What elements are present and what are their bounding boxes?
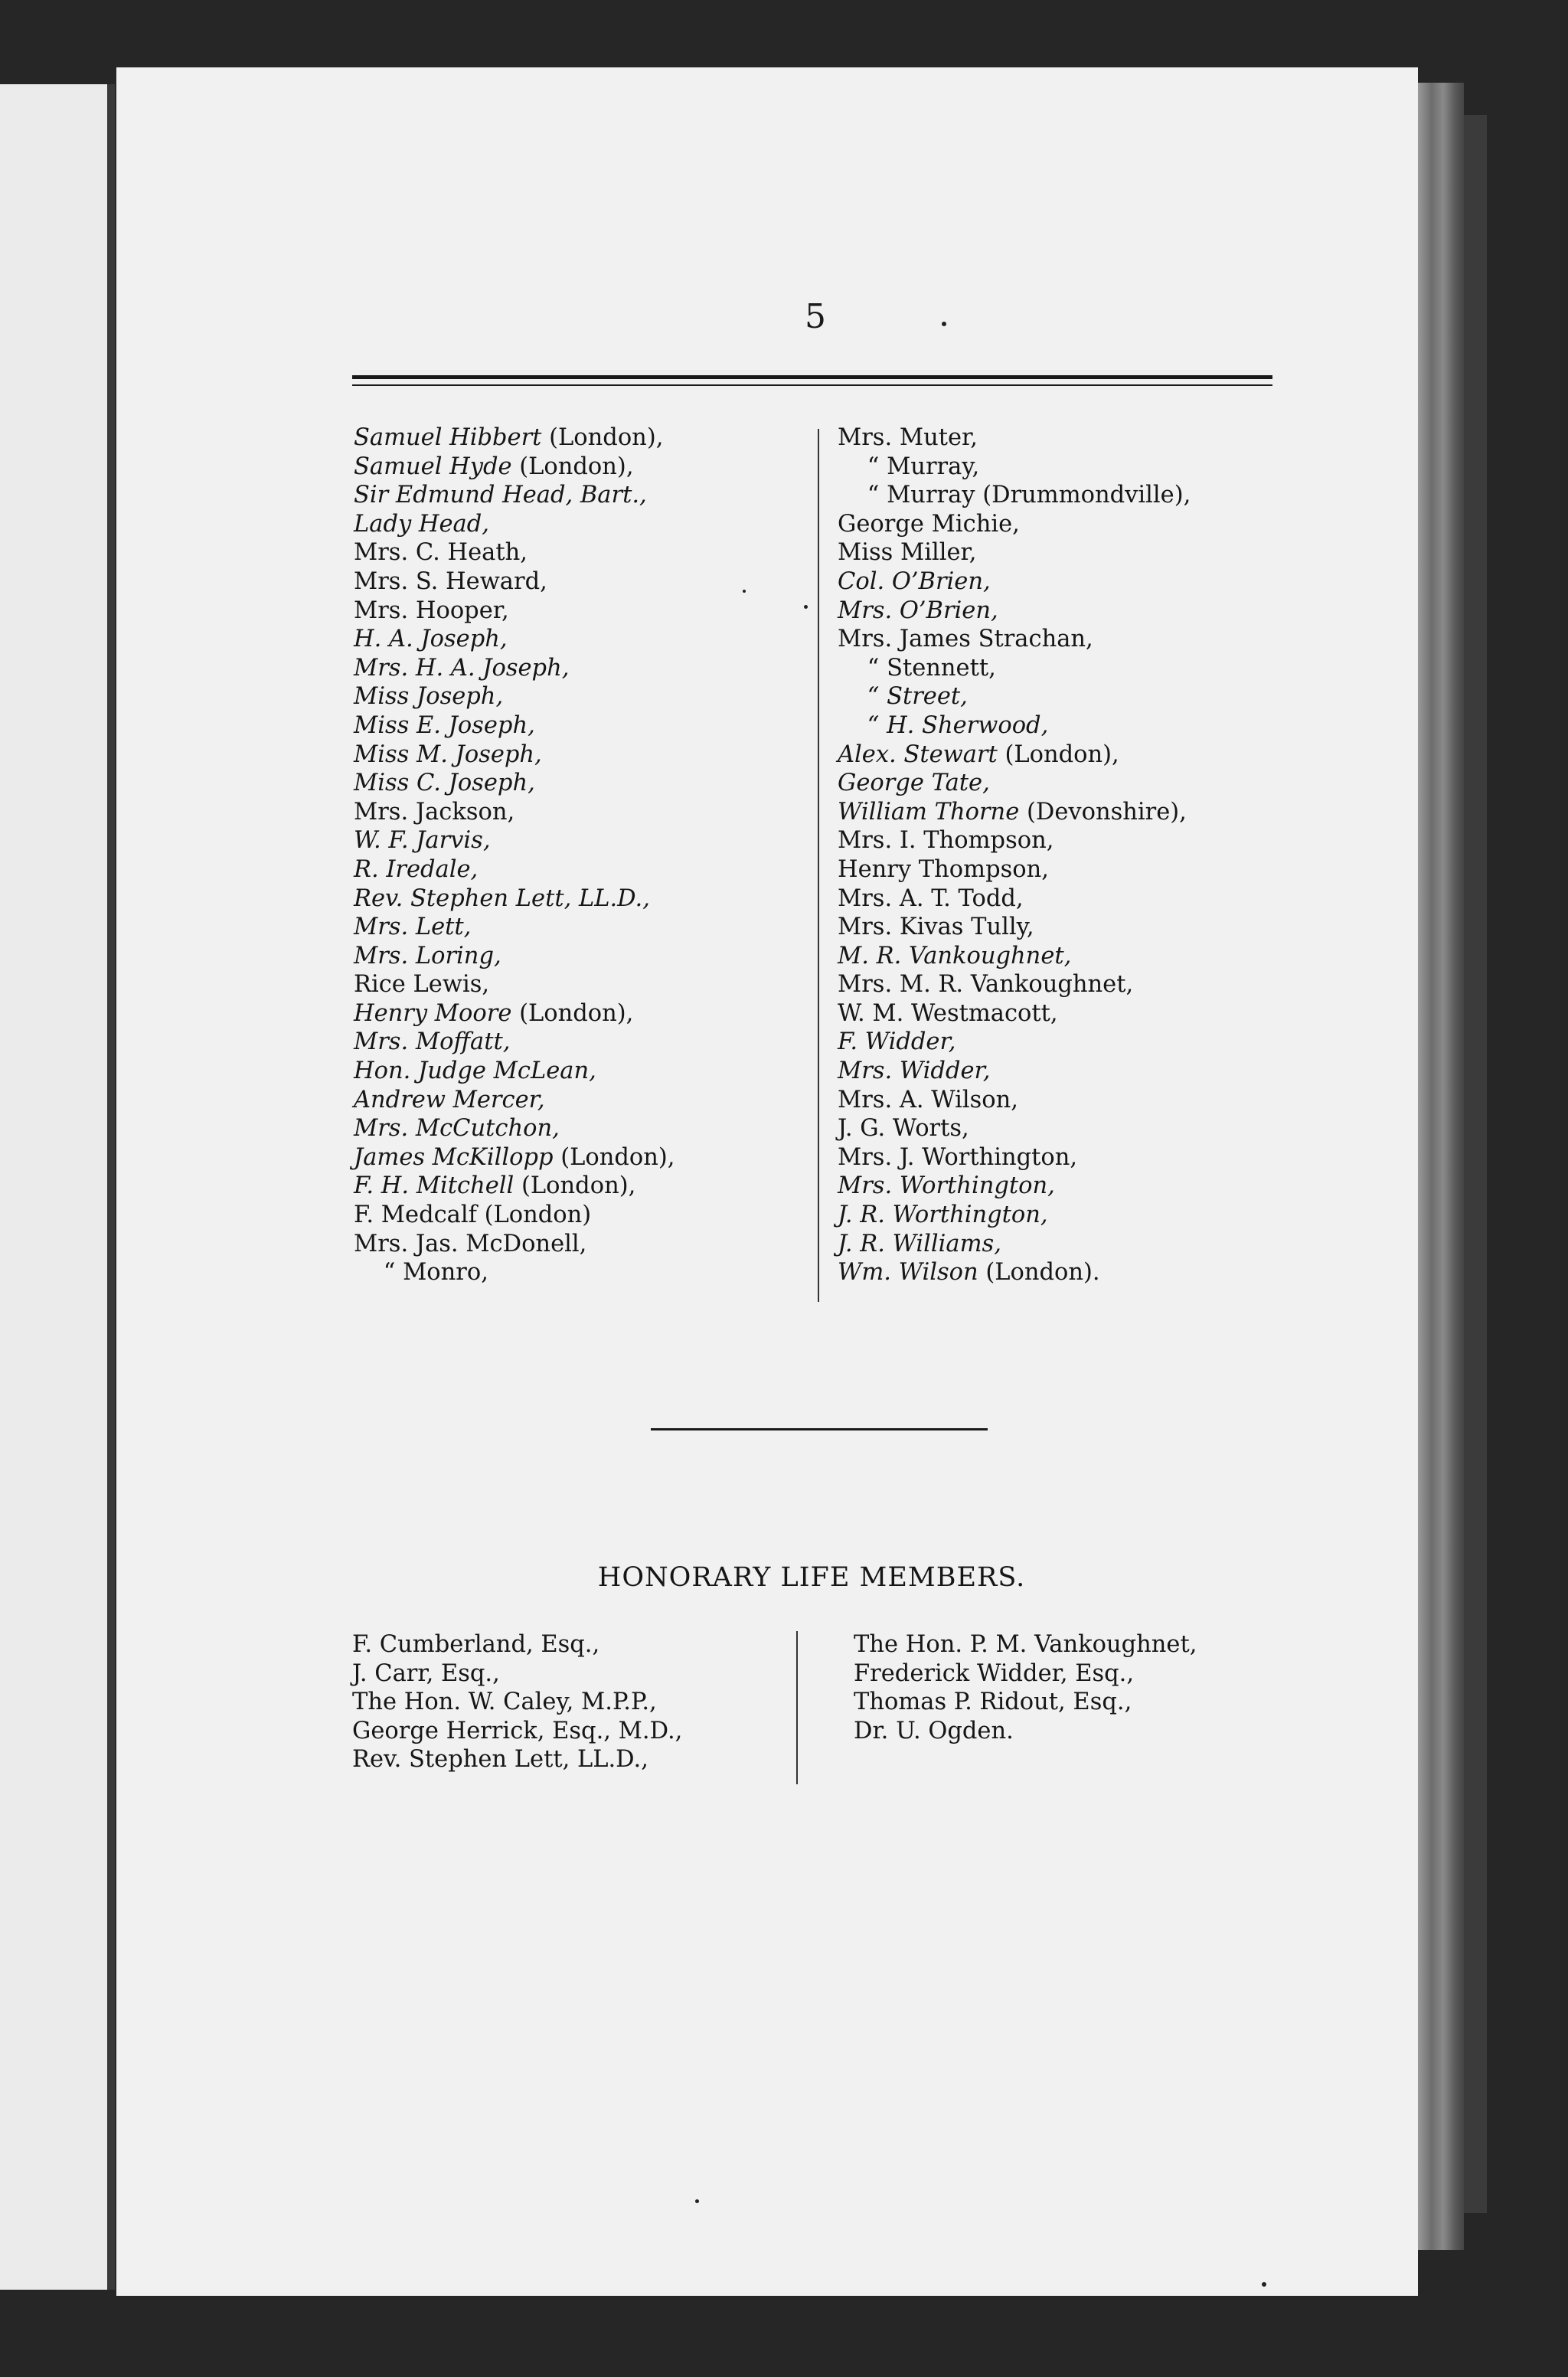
member-name-part: (Devonshire),	[1019, 798, 1187, 826]
member-entry	[354, 999, 675, 1028]
speck	[743, 590, 746, 593]
members-list-right	[838, 423, 1191, 1287]
member-entry	[838, 597, 1191, 626]
member-entry	[838, 654, 1191, 683]
member-name-part: Mrs. McCutchon,	[354, 1115, 560, 1143]
member-name-part: (London),	[514, 1172, 636, 1200]
honorary-member-entry: George Herrick, Esq., M.D.,	[352, 1717, 683, 1744]
honorary-member-entry: The Hon. P. M. Vankoughnet,	[854, 1631, 1197, 1658]
member-name-part: George Tate,	[838, 770, 990, 797]
honorary-member-entry: Dr. U. Ogden.	[854, 1717, 1014, 1744]
member-name-part: Mrs. Muter,	[838, 424, 978, 451]
member-name-part: George Michie,	[838, 510, 1020, 538]
member-entry	[838, 481, 1191, 510]
member-entry	[354, 1086, 675, 1115]
member-entry	[354, 913, 675, 942]
member-name-part: Henry Moore	[354, 999, 512, 1027]
member-name-part: J. G. Worts,	[838, 1115, 969, 1143]
page-number: 5	[805, 297, 826, 336]
member-name-part: “ Stennett,	[838, 654, 996, 682]
member-name-part: “ Street,	[838, 683, 968, 711]
honorary-member-entry: Thomas P. Ridout, Esq.,	[854, 1689, 1132, 1715]
member-name-part: Mrs. Kivas Tully,	[838, 914, 1034, 941]
speck	[1262, 2282, 1266, 2287]
member-name-part: “ H. Sherwood,	[838, 711, 1049, 739]
member-name-part: (London),	[997, 741, 1119, 768]
honorary-member-entry: The Hon. W. Caley, M.P.P.,	[352, 1689, 657, 1715]
honorary-member-entry: Frederick Widder, Esq.,	[854, 1659, 1135, 1687]
member-entry	[354, 1114, 675, 1143]
honorary-member-entry: Rev. Stephen Lett, LL.D.,	[352, 1746, 648, 1773]
member-name-part: Sir Edmund Head, Bart.,	[354, 482, 647, 509]
member-entry	[838, 884, 1191, 914]
member-name-part: “ Murray (Drummondville),	[838, 482, 1191, 509]
member-entry	[354, 798, 675, 827]
member-name-part: Alex. Stewart	[838, 741, 998, 768]
member-entry	[354, 423, 675, 453]
member-name-part: (London),	[511, 999, 634, 1027]
member-name-part: (London).	[978, 1259, 1100, 1287]
member-entry	[838, 1258, 1191, 1287]
member-name-part: Andrew Mercer,	[354, 1086, 545, 1113]
member-name-part: Mrs. S. Heward,	[354, 567, 547, 595]
member-name-part: W. F. Jarvis,	[354, 827, 491, 855]
member-name-part: (London),	[553, 1143, 675, 1171]
member-entry	[838, 999, 1191, 1028]
member-entry	[354, 510, 675, 539]
member-name-part: Mrs. C. Heath,	[354, 539, 528, 567]
member-name-part: Mrs. Jackson,	[354, 798, 515, 826]
member-name-part: Mrs. Worthington,	[838, 1172, 1055, 1200]
member-name-part: Mrs. A. Wilson,	[838, 1086, 1018, 1113]
member-entry	[838, 453, 1191, 482]
honorary-heading: HONORARY LIFE MEMBERS.	[597, 1562, 1026, 1593]
member-entry	[838, 855, 1191, 884]
column-divider	[818, 429, 819, 1302]
members-list-left	[354, 423, 675, 1287]
member-name-part: Miss M. Joseph,	[354, 741, 542, 768]
member-entry	[354, 453, 675, 482]
member-name-part: Wm. Wilson	[838, 1259, 978, 1287]
member-entry	[838, 913, 1191, 942]
member-entry	[838, 1086, 1191, 1115]
member-name-part: Henry Thompson,	[838, 855, 1049, 883]
member-name-part: Hon. Judge McLean,	[354, 1058, 596, 1085]
honorary-list-left	[352, 1630, 682, 1774]
member-name-part: F. Medcalf (London)	[354, 1202, 592, 1229]
member-entry	[354, 769, 675, 798]
member-name-part: Miss Miller,	[838, 539, 977, 567]
member-entry	[354, 625, 675, 654]
member-entry	[838, 1057, 1191, 1086]
member-name-part: Mrs. Widder,	[838, 1058, 991, 1085]
member-name-part: James McKillopp	[354, 1143, 554, 1171]
section-rule	[651, 1428, 988, 1430]
member-entry	[354, 1028, 675, 1057]
member-name-part: Miss C. Joseph,	[354, 770, 535, 797]
honorary-column-divider	[796, 1631, 798, 1784]
member-entry	[838, 538, 1191, 567]
header-rule	[352, 375, 1272, 379]
member-entry	[354, 1258, 675, 1287]
member-name-part: W. M. Westmacott,	[838, 999, 1058, 1027]
member-entry	[838, 1201, 1191, 1230]
member-entry	[838, 741, 1191, 770]
member-name-part: Mrs. Hooper,	[354, 597, 509, 624]
book-gutter	[107, 84, 115, 2290]
member-name-part: Rev. Stephen Lett, LL.D.,	[354, 884, 650, 912]
member-entry	[354, 538, 675, 567]
member-name-part: Mrs. H. A. Joseph,	[354, 654, 570, 682]
member-name-part: Col. O’Brien,	[838, 567, 991, 595]
member-name-part: Mrs. A. T. Todd,	[838, 884, 1024, 912]
member-entry	[838, 711, 1191, 741]
member-entry	[354, 1201, 675, 1230]
member-entry	[838, 682, 1191, 711]
member-entry	[354, 884, 675, 914]
member-entry	[838, 769, 1191, 798]
member-entry	[354, 826, 675, 855]
cover-edge	[1464, 115, 1487, 2213]
speck	[942, 322, 946, 326]
page-stack-edge	[1418, 83, 1464, 2250]
member-entry	[354, 682, 675, 711]
speck	[695, 2199, 699, 2203]
member-entry	[838, 423, 1191, 453]
member-name-part: Mrs. M. R. Vankoughnet,	[838, 971, 1134, 999]
member-entry	[354, 970, 675, 999]
member-entry	[354, 942, 675, 971]
member-entry	[838, 1143, 1191, 1172]
member-entry	[838, 625, 1191, 654]
member-entry	[354, 1230, 675, 1259]
member-name-part: Mrs. J. Worthington,	[838, 1143, 1078, 1171]
honorary-member-entry: J. Carr, Esq.,	[352, 1659, 500, 1687]
member-name-part: Samuel Hibbert	[354, 424, 542, 451]
member-name-part: Miss Joseph,	[354, 683, 504, 711]
member-entry	[354, 1172, 675, 1201]
honorary-member-entry: F. Cumberland, Esq.,	[352, 1631, 600, 1658]
member-name-part: H. A. Joseph,	[354, 626, 508, 653]
member-name-part: Mrs. Jas. McDonell,	[354, 1230, 587, 1257]
member-entry	[838, 1028, 1191, 1057]
honorary-list-right	[854, 1630, 1197, 1745]
member-name-part: F. Widder,	[838, 1028, 956, 1056]
member-name-part: Mrs. Lett,	[354, 914, 472, 941]
member-entry	[838, 826, 1191, 855]
member-entry	[838, 798, 1191, 827]
member-entry	[354, 711, 675, 741]
book-page	[116, 67, 1418, 2296]
left-page-edge	[0, 84, 115, 2290]
member-entry	[838, 567, 1191, 597]
member-entry	[838, 1230, 1191, 1259]
member-name-part: Mrs. James Strachan,	[838, 626, 1093, 653]
member-entry	[354, 597, 675, 626]
member-name-part: Miss E. Joseph,	[354, 711, 535, 739]
member-name-part: Mrs. I. Thompson,	[838, 827, 1054, 855]
header-rule-thin	[352, 384, 1272, 386]
member-name-part: M. R. Vankoughnet,	[838, 942, 1072, 969]
member-name-part: (London),	[541, 424, 664, 451]
member-entry	[354, 654, 675, 683]
member-name-part: Mrs. O’Brien,	[838, 597, 998, 624]
member-name-part: Samuel Hyde	[354, 453, 512, 480]
member-name-part: (London),	[511, 453, 634, 480]
member-entry	[838, 510, 1191, 539]
member-name-part: R. Iredale,	[354, 855, 479, 883]
member-name-part: “ Murray,	[838, 453, 980, 480]
member-entry	[838, 942, 1191, 971]
member-name-part: Mrs. Loring,	[354, 942, 501, 969]
member-name-part: F. H. Mitchell	[354, 1172, 514, 1200]
member-entry	[354, 855, 675, 884]
member-name-part: William Thorne	[838, 798, 1020, 826]
member-name-part: Mrs. Moffatt,	[354, 1028, 511, 1056]
member-name-part: J. R. Worthington,	[838, 1202, 1048, 1229]
member-name-part: J. R. Williams,	[838, 1230, 1001, 1257]
member-name-part: Rice Lewis,	[354, 971, 490, 999]
member-entry	[354, 1143, 675, 1172]
member-entry	[838, 1114, 1191, 1143]
member-name-part: “ Monro,	[354, 1259, 488, 1287]
member-entry	[354, 567, 675, 597]
speck	[804, 605, 808, 609]
member-entry	[838, 970, 1191, 999]
member-entry	[354, 481, 675, 510]
member-entry	[838, 1172, 1191, 1201]
member-name-part: Lady Head,	[354, 510, 489, 538]
member-entry	[354, 1057, 675, 1086]
member-entry	[354, 741, 675, 770]
